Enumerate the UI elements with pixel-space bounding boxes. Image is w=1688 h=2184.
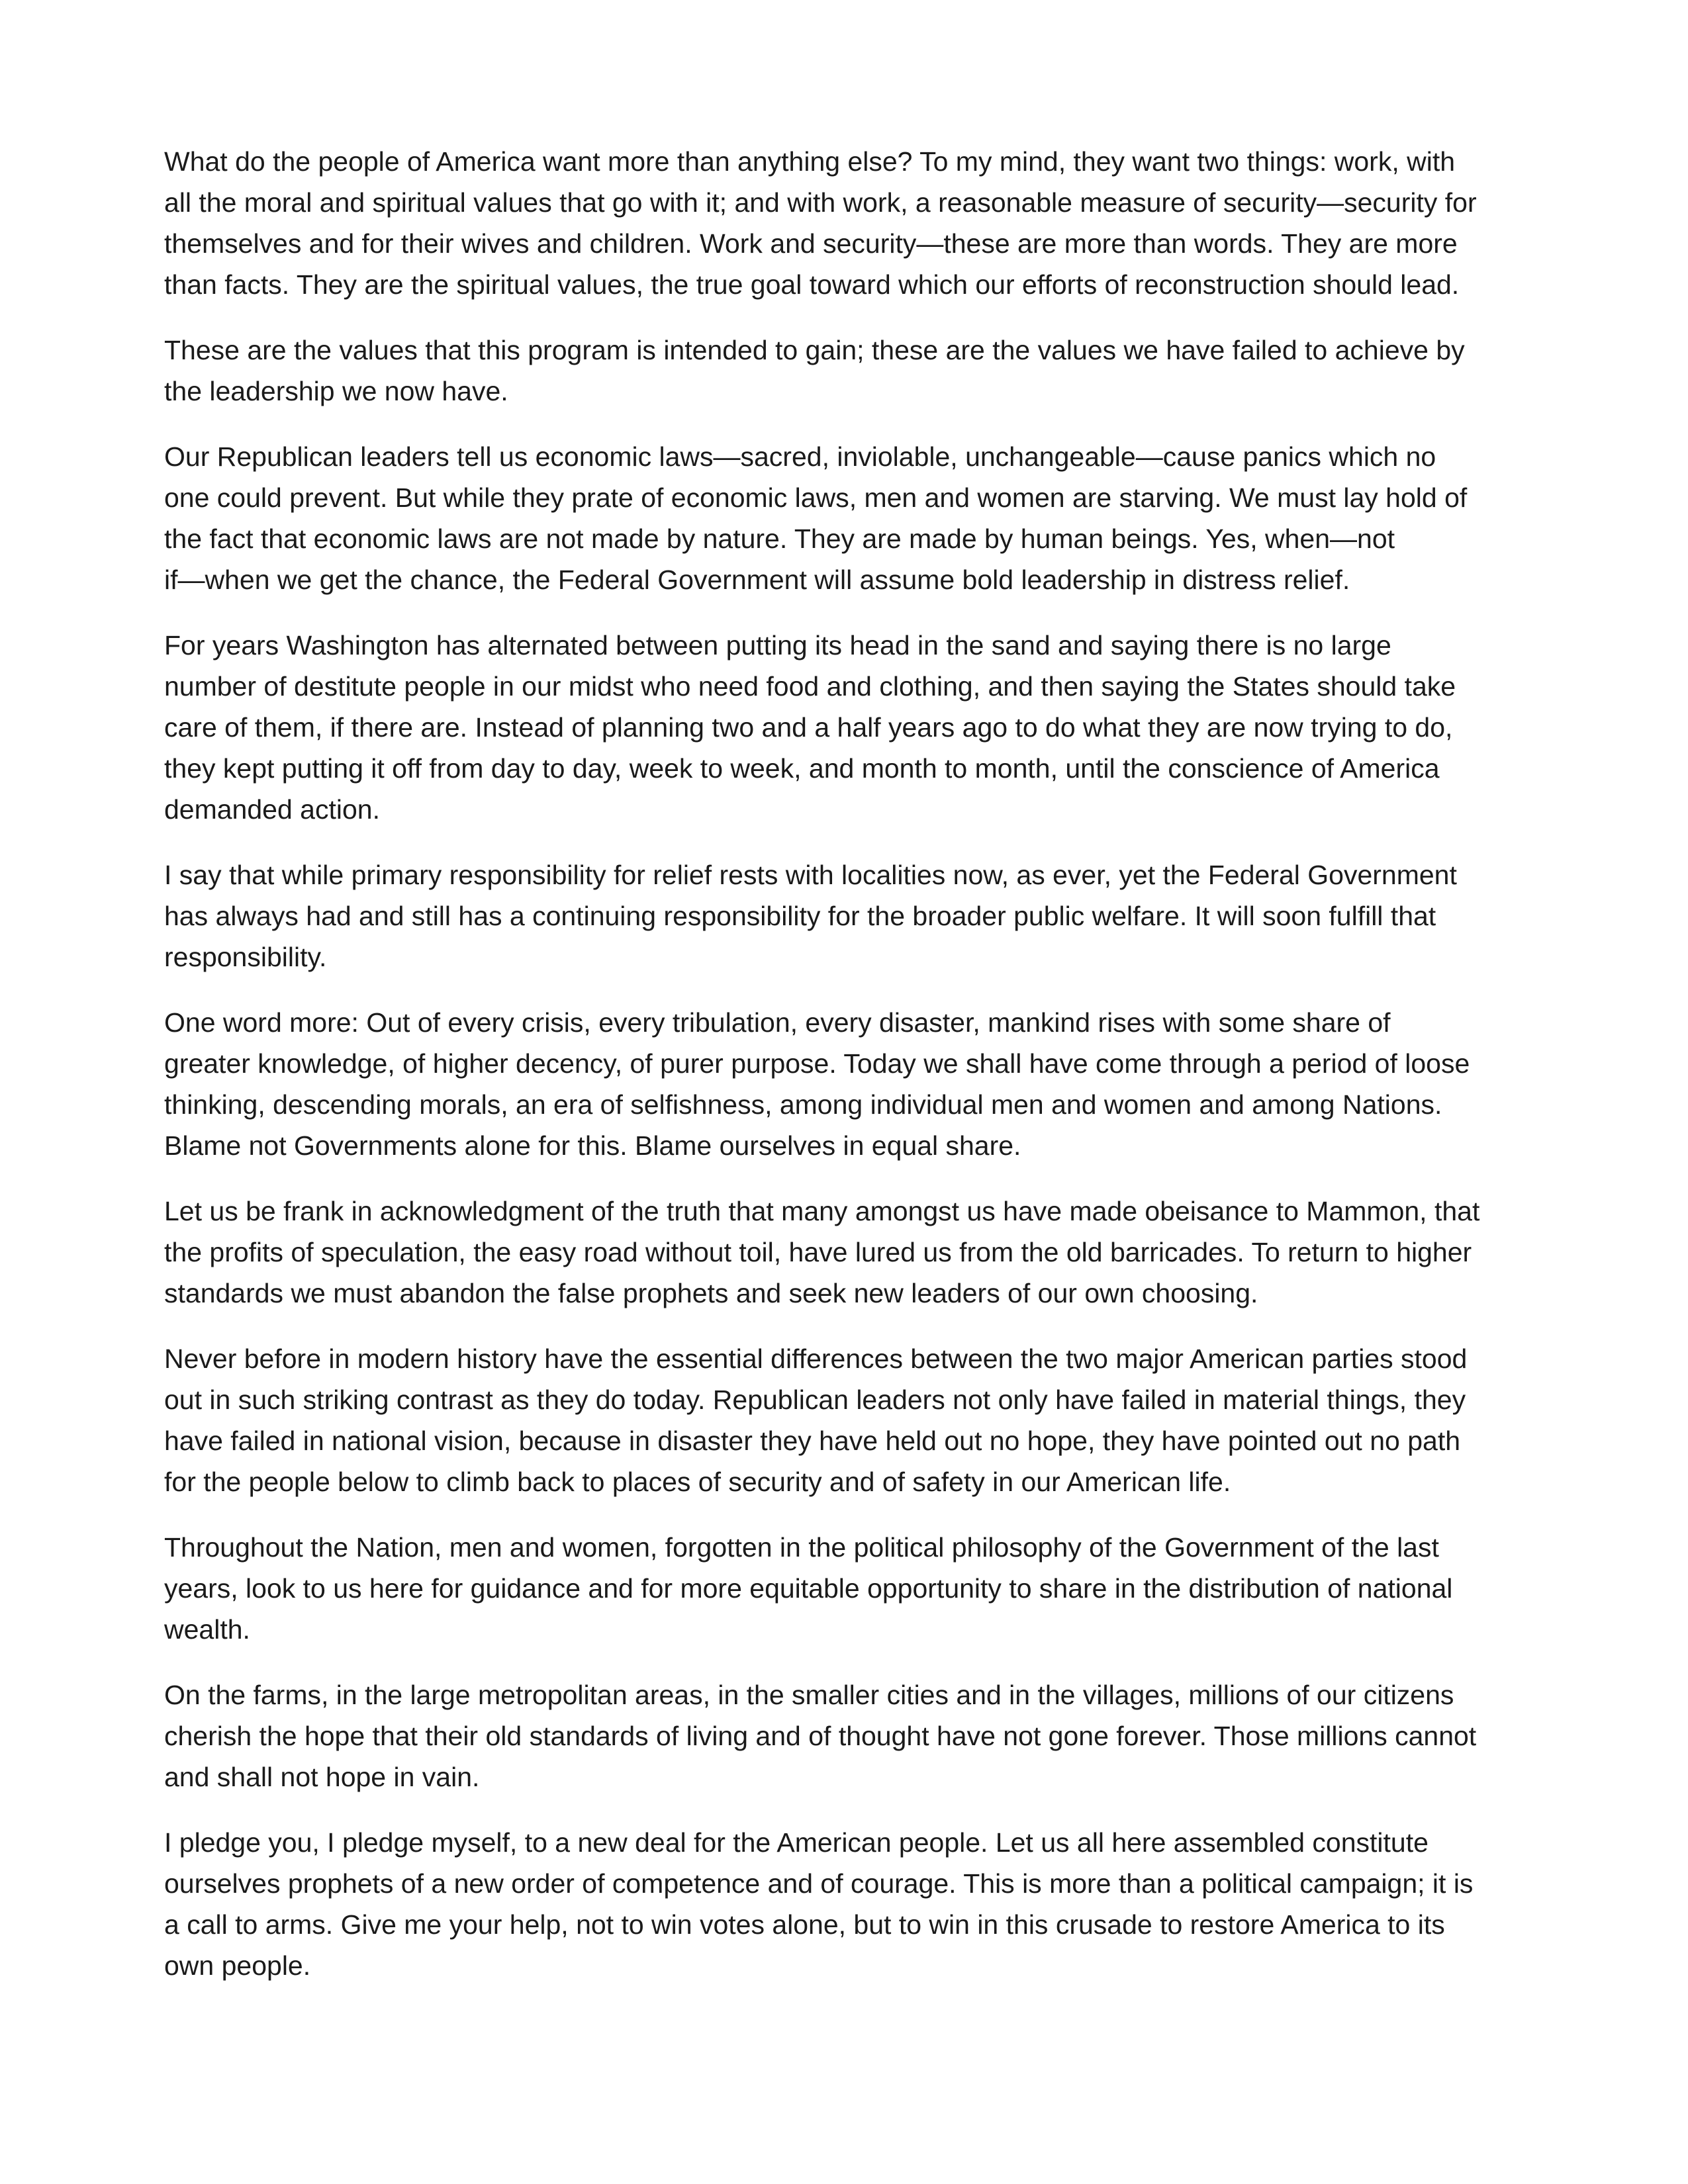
paragraph-line: a call to arms. Give me your help, not to win votes alone, but to win in this crusade to restore America to its	[164, 1909, 1445, 1940]
paragraph-line: have failed in national vision, because in disaster they have held out no hope, they have pointed out no path	[164, 1426, 1461, 1456]
paragraph-line: years, look to us here for guidance and for more equitable opportunity to share in the distribution of national	[164, 1573, 1453, 1604]
paragraph-9	[164, 1527, 1528, 1650]
paragraph-line: number of destitute people in our midst who need food and clothing, and then saying the States should take	[164, 671, 1456, 702]
paragraph-line: I pledge you, I pledge myself, to a new deal for the American people. Let us all here assembled constitute	[164, 1827, 1429, 1858]
paragraph-line: One word more: Out of every crisis, every tribulation, every disaster, mankind rises with some share of	[164, 1007, 1391, 1038]
paragraph-line: own people.	[164, 1950, 311, 1981]
paragraph-line: For years Washington has alternated between putting its head in the sand and saying there is no large	[164, 630, 1391, 660]
paragraph-line: On the farms, in the large metropolitan areas, in the smaller cities and in the villages, millions of our citizens	[164, 1680, 1454, 1710]
paragraph-3	[164, 436, 1528, 600]
paragraph-line: has always had and still has a continuing responsibility for the broader public welfare. It will soon fulfill that	[164, 901, 1436, 931]
paragraph-line: standards we must abandon the false prophets and seek new leaders of our own choosing.	[164, 1278, 1258, 1308]
paragraph-line: the profits of speculation, the easy road without toil, have lured us from the old barricades. To return to higher	[164, 1237, 1472, 1267]
paragraph-line: Throughout the Nation, men and women, forgotten in the political philosophy of the Government of the last	[164, 1532, 1439, 1563]
paragraph-line: These are the values that this program is intended to gain; these are the values we have failed to achieve by	[164, 335, 1465, 365]
paragraph-line: all the moral and spiritual values that go with it; and with work, a reasonable measure of security—security for	[164, 187, 1477, 218]
paragraph-line: care of them, if there are. Instead of planning two and a half years ago to do what they are now trying to do,	[164, 712, 1453, 743]
paragraph-line: Our Republican leaders tell us economic laws—sacred, inviolable, unchangeable—cause panics which no	[164, 441, 1436, 472]
document-body	[164, 141, 1528, 2011]
paragraph-1	[164, 141, 1528, 305]
paragraph-line: if—when we get the chance, the Federal Government will assume bold leadership in distress relief.	[164, 565, 1350, 595]
paragraph-5	[164, 854, 1528, 978]
paragraph-line: the leadership we now have.	[164, 376, 508, 406]
paragraph-line: greater knowledge, of higher decency, of purer purpose. Today we shall have come through a period of loose	[164, 1048, 1470, 1079]
paragraph-2	[164, 330, 1528, 412]
paragraph-6	[164, 1002, 1528, 1166]
paragraph-11	[164, 1822, 1528, 1986]
paragraph-line: What do the people of America want more than anything else? To my mind, they want two things: work, with	[164, 146, 1456, 177]
paragraph-line: for the people below to climb back to places of security and of safety in our American life.	[164, 1467, 1231, 1497]
paragraph-line: demanded action.	[164, 794, 380, 825]
paragraph-line: responsibility.	[164, 942, 327, 972]
paragraph-line: Let us be frank in acknowledgment of the truth that many amongst us have made obeisance to Mammon, that	[164, 1196, 1480, 1226]
paragraph-line: I say that while primary responsibility for relief rests with localities now, as ever, yet the Federal Government	[164, 860, 1457, 890]
paragraph-line: cherish the hope that their old standards of living and of thought have not gone forever. Those millions cannot	[164, 1721, 1477, 1751]
paragraph-line: ourselves prophets of a new order of competence and of courage. This is more than a political campaign; it is	[164, 1868, 1474, 1899]
paragraph-line: Blame not Governments alone for this. Blame ourselves in equal share.	[164, 1130, 1021, 1161]
paragraph-line: Never before in modern history have the essential differences between the two major American parties stood	[164, 1343, 1468, 1374]
paragraph-line: the fact that economic laws are not made by nature. They are made by human beings. Yes, when—not	[164, 523, 1395, 554]
paragraph-line: thinking, descending morals, an era of selfishness, among individual men and women and among Nations.	[164, 1089, 1442, 1120]
paragraph-8	[164, 1338, 1528, 1502]
paragraph-line: out in such striking contrast as they do today. Republican leaders not only have failed in material things, they	[164, 1385, 1466, 1415]
paragraph-line: wealth.	[164, 1614, 250, 1645]
paragraph-4	[164, 625, 1528, 830]
paragraph-7	[164, 1191, 1528, 1314]
paragraph-line: they kept putting it off from day to day, week to week, and month to month, until the conscience of America	[164, 753, 1440, 784]
paragraph-line: than facts. They are the spiritual values, the true goal toward which our efforts of reconstruction should lead.	[164, 269, 1460, 300]
paragraph-10	[164, 1674, 1528, 1797]
paragraph-line: one could prevent. But while they prate of economic laws, men and women are starving. We must lay hold of	[164, 482, 1468, 513]
paragraph-line: and shall not hope in vain.	[164, 1762, 480, 1792]
paragraph-line: themselves and for their wives and children. Work and security—these are more than words. They are more	[164, 228, 1458, 259]
